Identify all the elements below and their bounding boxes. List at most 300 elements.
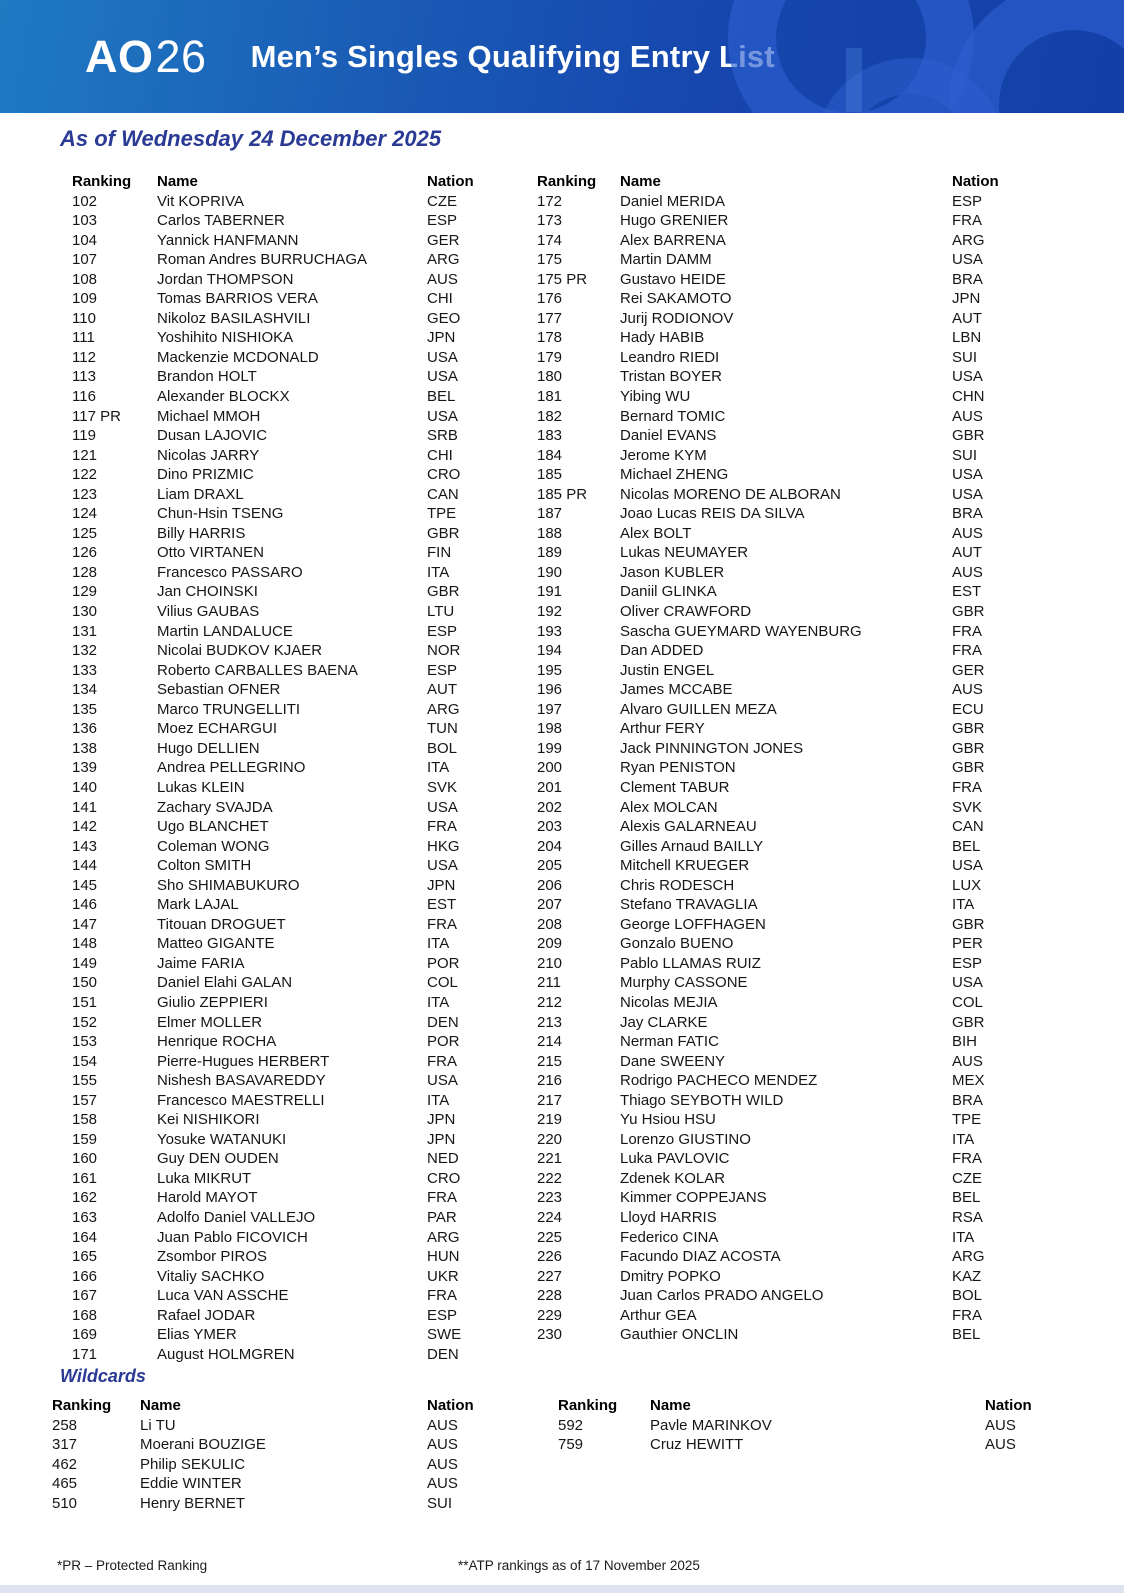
- cell-nation: ITA: [952, 896, 975, 914]
- cell-name: Yosuke WATANUKI: [157, 1130, 287, 1148]
- cell-name: Jay CLARKE: [620, 1013, 708, 1031]
- cell-nation: HKG: [427, 837, 460, 855]
- cell-name: Daniel EVANS: [620, 427, 717, 445]
- cell-ranking: 180: [537, 368, 563, 386]
- cell-nation: ITA: [427, 563, 450, 581]
- cell-name: Pablo LLAMAS RUIZ: [620, 954, 761, 972]
- cell-nation: BEL: [952, 837, 981, 855]
- cell-name: Carlos TABERNER: [157, 212, 285, 230]
- cell-name: Henrique ROCHA: [157, 1033, 277, 1051]
- cell-nation: GER: [952, 661, 985, 679]
- cell-ranking: 162: [72, 1189, 98, 1207]
- cell-nation: ESP: [952, 192, 983, 210]
- cell-name: Tristan BOYER: [620, 368, 722, 386]
- table-row: [558, 1416, 1055, 1436]
- cell-name: James MCCABE: [620, 681, 733, 699]
- cell-name: Jordan THOMPSON: [157, 270, 294, 288]
- cell-name: Jerome KYM: [620, 446, 707, 464]
- table-row: [537, 622, 1022, 642]
- cell-nation: AUS: [427, 1475, 458, 1493]
- cell-nation: USA: [427, 348, 458, 366]
- cell-name: Arthur GEA: [620, 1306, 697, 1324]
- table-row: [72, 289, 497, 309]
- table-row: [537, 641, 1022, 661]
- page-title: Men’s Singles Qualifying Entry List: [250, 38, 775, 74]
- cell-name: Gilles Arnaud BAILLY: [620, 837, 764, 855]
- logo-year-text: 26: [155, 30, 207, 82]
- cell-ranking: 159: [72, 1130, 98, 1148]
- cell-ranking: 173: [537, 212, 563, 230]
- cell-nation: EST: [427, 896, 457, 914]
- table-row: [537, 387, 1022, 407]
- cell-nation: SUI: [427, 1494, 453, 1512]
- cell-name: Nerman FATIC: [620, 1033, 719, 1051]
- cell-nation: FRA: [952, 212, 982, 230]
- cell-ranking: 154: [72, 1052, 98, 1070]
- cell-name: Chun-Hsin TSENG: [157, 505, 284, 523]
- cell-nation: USA: [427, 368, 458, 386]
- cell-nation: SVK: [427, 778, 458, 796]
- cell-name: Luka PAVLOVIC: [620, 1150, 730, 1168]
- table-row: [72, 700, 497, 720]
- table-row: [537, 348, 1022, 368]
- cell-name: Gonzalo BUENO: [620, 935, 734, 953]
- table-row: [72, 1286, 497, 1306]
- cell-ranking: 208: [537, 915, 563, 933]
- cell-nation: ITA: [952, 1228, 975, 1246]
- table-row: [72, 1071, 497, 1091]
- cell-name: Joao Lucas REIS DA SILVA: [620, 505, 805, 523]
- cell-name: Nicolas MEJIA: [620, 993, 718, 1011]
- cell-ranking: 202: [537, 798, 563, 816]
- table-row: [72, 1169, 497, 1189]
- table-row: [558, 1435, 1055, 1455]
- cell-name: Matteo GIGANTE: [157, 935, 275, 953]
- cell-nation: GBR: [952, 1013, 985, 1031]
- cell-ranking: 192: [537, 603, 563, 621]
- cell-name: Sho SHIMABUKURO: [157, 876, 300, 894]
- cell-ranking: 201: [537, 778, 563, 796]
- cell-ranking: 145: [72, 876, 98, 894]
- cell-nation: GER: [427, 231, 460, 249]
- table-row: [72, 524, 497, 544]
- cell-name: Stefano TRAVAGLIA: [620, 896, 758, 914]
- table-row: [72, 231, 497, 251]
- cell-ranking: 167: [72, 1287, 98, 1305]
- cell-ranking: 206: [537, 876, 563, 894]
- wildcards-heading: Wildcards: [60, 1366, 146, 1386]
- cell-name: Nicolas MORENO DE ALBORAN: [620, 485, 841, 503]
- table-row: [537, 895, 1022, 915]
- table-row: [72, 661, 497, 681]
- cell-nation: AUT: [952, 309, 982, 327]
- cell-name: Daniil GLINKA: [620, 583, 717, 601]
- cell-ranking: 132: [72, 642, 98, 660]
- cell-nation: ESP: [427, 212, 458, 230]
- table-row: [537, 993, 1022, 1013]
- cell-nation: ESP: [427, 622, 458, 640]
- cell-name: Jurij RODIONOV: [620, 309, 734, 327]
- table-row: [72, 602, 497, 622]
- cell-nation: AUS: [427, 1455, 458, 1473]
- cell-nation: JPN: [952, 290, 981, 308]
- cell-nation: JPN: [427, 1130, 456, 1148]
- cell-ranking: 215: [537, 1052, 563, 1070]
- table-row: [72, 446, 497, 466]
- cell-ranking: 125: [72, 524, 98, 542]
- cell-nation: TUN: [427, 720, 458, 738]
- table-row: [537, 250, 1022, 270]
- cell-name: Hady HABIB: [620, 329, 705, 347]
- table-row: [72, 582, 497, 602]
- cell-nation: GBR: [427, 524, 460, 542]
- cell-ranking: 217: [537, 1091, 563, 1109]
- cell-ranking: 116: [72, 388, 96, 406]
- column-header-name: Name: [157, 173, 198, 190]
- table-row: [537, 1188, 1022, 1208]
- cell-name: Lorenzo GIUSTINO: [620, 1130, 751, 1148]
- table-row: [537, 582, 1022, 602]
- cell-ranking: 191: [537, 583, 563, 601]
- cell-nation: FRA: [952, 778, 982, 796]
- table-row: [537, 1228, 1022, 1248]
- cell-nation: CHI: [427, 290, 453, 308]
- table-row: [537, 739, 1022, 759]
- table-row: [72, 1247, 497, 1267]
- cell-ranking: 139: [72, 759, 98, 777]
- cell-name: Moerani BOUZIGE: [140, 1436, 266, 1454]
- cell-ranking: 204: [537, 837, 563, 855]
- column-header-name: Name: [140, 1397, 181, 1414]
- cell-nation: ARG: [952, 1248, 985, 1266]
- cell-name: Henry BERNET: [140, 1494, 246, 1512]
- cell-name: Elmer MOLLER: [157, 1013, 263, 1031]
- cell-name: Lloyd HARRIS: [620, 1208, 717, 1226]
- table-row: [537, 1091, 1022, 1111]
- cell-nation: AUS: [952, 1052, 983, 1070]
- cell-name: Alex MOLCAN: [620, 798, 718, 816]
- cell-nation: AUS: [985, 1436, 1016, 1454]
- cell-name: Alex BOLT: [620, 524, 692, 542]
- cell-ranking: 133: [72, 661, 98, 679]
- cell-nation: USA: [952, 368, 983, 386]
- cell-ranking: 592: [558, 1416, 584, 1434]
- cell-name: Brandon HOLT: [157, 368, 257, 386]
- cell-nation: FRA: [427, 818, 457, 836]
- column-header-ranking: Ranking: [558, 1397, 618, 1414]
- cell-name: Titouan DROGUET: [157, 915, 286, 933]
- table-row: [72, 622, 497, 642]
- cell-ranking: 160: [72, 1150, 98, 1168]
- cell-ranking: 184: [537, 446, 563, 464]
- cell-name: Eddie WINTER: [140, 1475, 242, 1493]
- cell-nation: ARG: [427, 700, 460, 718]
- cell-nation: FRA: [952, 1150, 982, 1168]
- table-row: [72, 973, 497, 993]
- table-row: [72, 719, 497, 739]
- cell-name: George LOFFHAGEN: [620, 915, 766, 933]
- cell-nation: BEL: [427, 388, 456, 406]
- cell-ranking: 190: [537, 563, 563, 581]
- cell-name: Clement TABUR: [620, 778, 730, 796]
- cell-nation: BOL: [952, 1287, 983, 1305]
- cell-ranking: 129: [72, 583, 98, 601]
- table-row: [52, 1435, 497, 1455]
- cell-ranking: 181: [537, 388, 563, 406]
- cell-name: Zsombor PIROS: [157, 1248, 268, 1266]
- table-row: [72, 1130, 497, 1150]
- cell-ranking: 147: [72, 915, 98, 933]
- entry-table-left: [72, 172, 497, 1364]
- cell-nation: RSA: [952, 1208, 983, 1226]
- footnote-atp-rankings: **ATP rankings as of 17 November 2025: [458, 1558, 700, 1573]
- table-row: [72, 1306, 497, 1326]
- table-row: [72, 504, 497, 524]
- cell-ranking: 161: [72, 1169, 98, 1187]
- cell-ranking: 187: [537, 505, 563, 523]
- footnote-protected-ranking: *PR – Protected Ranking: [57, 1558, 208, 1573]
- table-row: [72, 993, 497, 1013]
- cell-ranking: 759: [558, 1436, 584, 1454]
- cell-name: August HOLMGREN: [157, 1345, 295, 1363]
- cell-ranking: 194: [537, 642, 563, 660]
- cell-ranking: 119: [72, 427, 96, 445]
- table-row: [537, 426, 1022, 446]
- table-row: [52, 1474, 497, 1494]
- cell-ranking: 228: [537, 1287, 563, 1305]
- header-pattern-stripe: [846, 48, 862, 112]
- cell-name: Coleman WONG: [157, 837, 270, 855]
- cell-name: Pavle MARINKOV: [650, 1416, 772, 1434]
- cell-nation: GBR: [952, 915, 985, 933]
- cell-name: Daniel Elahi GALAN: [157, 974, 293, 992]
- table-row: [72, 485, 497, 505]
- cell-ranking: 178: [537, 329, 563, 347]
- cell-ranking: 144: [72, 857, 98, 875]
- cell-name: Daniel MERIDA: [620, 192, 726, 210]
- wildcards-table-left: [52, 1396, 497, 1513]
- cell-name: Cruz HEWITT: [650, 1436, 744, 1454]
- cell-nation: POR: [427, 1033, 460, 1051]
- cell-name: Yannick HANFMANN: [157, 231, 299, 249]
- cell-ranking: 227: [537, 1267, 563, 1285]
- cell-nation: BOL: [427, 739, 458, 757]
- table-row: [537, 328, 1022, 348]
- cell-name: Martin DAMM: [620, 251, 712, 269]
- table-row: [72, 680, 497, 700]
- table-row: [72, 1052, 497, 1072]
- table-row: [72, 348, 497, 368]
- cell-nation: BRA: [952, 505, 983, 523]
- table-header-row: [558, 1396, 1055, 1416]
- cell-name: Mackenzie MCDONALD: [157, 348, 319, 366]
- cell-name: Michael MMOH: [157, 407, 261, 425]
- cell-ranking: 165: [72, 1248, 98, 1266]
- cell-name: Luka MIKRUT: [157, 1169, 252, 1187]
- cell-ranking: 136: [72, 720, 98, 738]
- cell-name: Kimmer COPPEJANS: [620, 1189, 767, 1207]
- cell-ranking: 182: [537, 407, 563, 425]
- cell-ranking: 197: [537, 700, 563, 718]
- table-row: [72, 798, 497, 818]
- table-row: [72, 856, 497, 876]
- table-row: [537, 1052, 1022, 1072]
- cell-nation: GEO: [427, 309, 461, 327]
- table-row: [537, 543, 1022, 563]
- cell-nation: PER: [952, 935, 983, 953]
- table-row: [537, 563, 1022, 583]
- cell-name: Jason KUBLER: [620, 563, 725, 581]
- cell-nation: USA: [952, 466, 983, 484]
- cell-ranking: 146: [72, 896, 98, 914]
- cell-name: Nicolas JARRY: [157, 446, 260, 464]
- cell-nation: AUT: [952, 544, 982, 562]
- cell-ranking: 174: [537, 231, 563, 249]
- cell-nation: FRA: [952, 642, 982, 660]
- cell-ranking: 210: [537, 954, 563, 972]
- cell-nation: AUS: [952, 563, 983, 581]
- cell-name: Andrea PELLEGRINO: [157, 759, 306, 777]
- table-row: [537, 1032, 1022, 1052]
- table-row: [537, 973, 1022, 993]
- cell-ranking: 171: [72, 1345, 98, 1363]
- cell-name: Murphy CASSONE: [620, 974, 748, 992]
- page-bottom-strip: [0, 1585, 1124, 1593]
- table-row: [537, 1286, 1022, 1306]
- cell-name: Li TU: [140, 1416, 176, 1434]
- cell-nation: USA: [427, 798, 458, 816]
- cell-ranking: 164: [72, 1228, 98, 1246]
- table-row: [537, 758, 1022, 778]
- table-row: [72, 465, 497, 485]
- cell-ranking: 124: [72, 505, 98, 523]
- table-row: [537, 700, 1022, 720]
- cell-ranking: 148: [72, 935, 98, 953]
- cell-name: Oliver CRAWFORD: [620, 603, 752, 621]
- cell-nation: AUS: [985, 1416, 1016, 1434]
- cell-ranking: 135: [72, 700, 98, 718]
- cell-name: Ryan PENISTON: [620, 759, 736, 777]
- table-row: [72, 407, 497, 427]
- table-row: [72, 895, 497, 915]
- cell-name: Liam DRAXL: [157, 485, 244, 503]
- cell-ranking: 219: [537, 1111, 563, 1129]
- cell-ranking: 183: [537, 427, 563, 445]
- table-row: [537, 719, 1022, 739]
- cell-name: Nicolai BUDKOV KJAER: [157, 642, 323, 660]
- cell-ranking: 209: [537, 935, 563, 953]
- cell-name: Juan Carlos PRADO ANGELO: [620, 1287, 824, 1305]
- table-row: [72, 1091, 497, 1111]
- cell-nation: JPN: [427, 876, 456, 894]
- cell-name: Francesco MAESTRELLI: [157, 1091, 325, 1109]
- cell-ranking: 138: [72, 739, 98, 757]
- cell-ranking: 157: [72, 1091, 98, 1109]
- cell-nation: ITA: [427, 993, 450, 1011]
- wildcards-table-right: [558, 1396, 1055, 1455]
- cell-nation: AUS: [427, 1436, 458, 1454]
- cell-nation: ITA: [427, 759, 450, 777]
- table-row: [537, 954, 1022, 974]
- cell-name: Elias YMER: [157, 1326, 237, 1344]
- cell-ranking: 199: [537, 739, 563, 757]
- cell-ranking: 200: [537, 759, 563, 777]
- table-row: [537, 270, 1022, 290]
- logo-ao-text: AO: [85, 30, 154, 82]
- cell-nation: CZE: [952, 1169, 982, 1187]
- cell-name: Dino PRIZMIC: [157, 466, 254, 484]
- cell-name: Dmitry POPKO: [620, 1267, 721, 1285]
- cell-ranking: 169: [72, 1326, 98, 1344]
- cell-name: Bernard TOMIC: [620, 407, 726, 425]
- cell-ranking: 111: [72, 329, 95, 347]
- table-row: [72, 954, 497, 974]
- cell-name: Rafael JODAR: [157, 1306, 256, 1324]
- cell-nation: POR: [427, 954, 460, 972]
- cell-ranking: 221: [537, 1150, 563, 1168]
- table-row: [537, 876, 1022, 896]
- cell-ranking: 158: [72, 1111, 98, 1129]
- cell-ranking: 224: [537, 1208, 563, 1226]
- cell-nation: TPE: [952, 1111, 982, 1129]
- table-row: [537, 1169, 1022, 1189]
- cell-ranking: 196: [537, 681, 563, 699]
- cell-nation: AUS: [952, 524, 983, 542]
- cell-ranking: 142: [72, 818, 98, 836]
- table-row: [72, 758, 497, 778]
- cell-name: Martin LANDALUCE: [157, 622, 293, 640]
- table-row: [72, 250, 497, 270]
- cell-ranking: 189: [537, 544, 563, 562]
- cell-name: Jaime FARIA: [157, 954, 245, 972]
- cell-nation: ARG: [952, 231, 985, 249]
- cell-name: Justin ENGEL: [620, 661, 715, 679]
- cell-ranking: 110: [72, 309, 96, 327]
- cell-ranking: 207: [537, 896, 563, 914]
- table-row: [72, 1228, 497, 1248]
- cell-ranking: 151: [72, 993, 98, 1011]
- cell-nation: BIH: [952, 1033, 978, 1051]
- cell-name: Vit KOPRIVA: [157, 192, 244, 210]
- table-row: [72, 328, 497, 348]
- cell-name: Thiago SEYBOTH WILD: [620, 1091, 784, 1109]
- cell-nation: KAZ: [952, 1267, 982, 1285]
- table-row: [72, 876, 497, 896]
- cell-ranking: 185 PR: [537, 485, 588, 503]
- entry-table-right: [537, 172, 1022, 1345]
- cell-name: Billy HARRIS: [157, 524, 246, 542]
- cell-nation: GBR: [952, 720, 985, 738]
- cell-ranking: 213: [537, 1013, 563, 1031]
- column-header-name: Name: [650, 1397, 691, 1414]
- cell-name: Ugo BLANCHET: [157, 818, 269, 836]
- table-row: [72, 817, 497, 837]
- cell-name: Nishesh BASAVAREDDY: [157, 1072, 326, 1090]
- cell-nation: ITA: [952, 1130, 975, 1148]
- cell-nation: FRA: [427, 1052, 457, 1070]
- cell-ranking: 211: [537, 974, 561, 992]
- table-row: [72, 915, 497, 935]
- cell-nation: UKR: [427, 1267, 459, 1285]
- cell-name: Alexis GALARNEAU: [620, 818, 757, 836]
- cell-nation: DEN: [427, 1345, 459, 1363]
- cell-nation: AUS: [952, 681, 983, 699]
- table-row: [537, 309, 1022, 329]
- table-row: [72, 270, 497, 290]
- table-row: [537, 367, 1022, 387]
- cell-nation: ESP: [952, 954, 983, 972]
- table-row: [537, 1247, 1022, 1267]
